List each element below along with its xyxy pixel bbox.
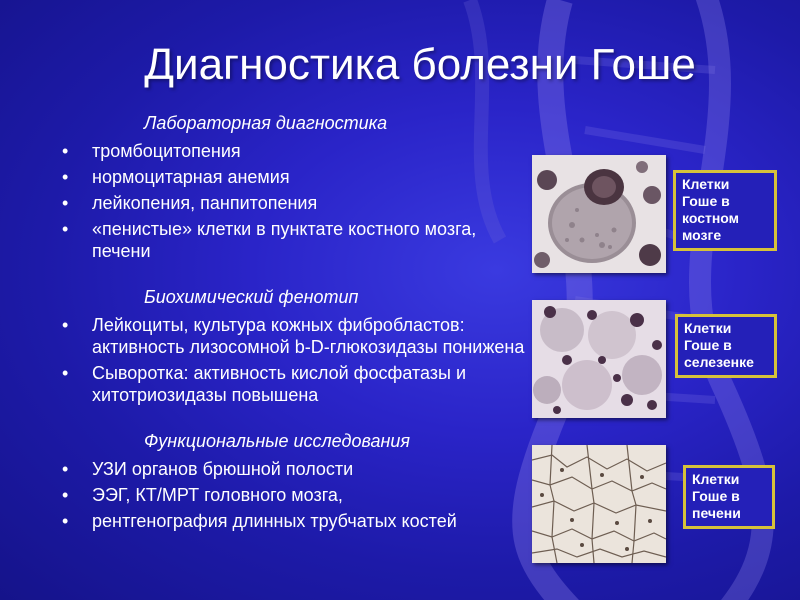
list-item: • Сыворотка: активность кислой фосфатазы и хитотриозидазы повышена — [56, 362, 526, 406]
biochem-list — [56, 314, 526, 406]
section-heading-lab: Лабораторная диагностика — [144, 113, 388, 133]
list-item: • лейкопения, панпитопения — [56, 192, 526, 214]
spleen-micrograph — [532, 300, 666, 418]
list-item: • Лейкоциты, культура кожных фибробластов: активность лизосомной b-D-глюкозидазы понижена — [56, 314, 526, 358]
list-item: • нормоцитарная анемия — [56, 166, 526, 188]
slide-title: Диагностика болезни Гоше — [144, 40, 696, 89]
label-spleen: Клетки Гоше в селезенке — [675, 314, 777, 378]
list-item: • тромбоцитопения — [56, 140, 526, 162]
bone-marrow-micrograph — [532, 155, 666, 273]
section-heading-biochem: Биохимический фенотип — [144, 287, 359, 307]
section-heading-functional: Функциональные исследования — [144, 431, 410, 451]
slide-content — [56, 112, 526, 536]
functional-list — [56, 458, 526, 532]
label-liver: Клетки Гоше в печени — [683, 465, 775, 529]
label-bone-marrow: Клетки Гоше в костном мозге — [673, 170, 777, 251]
lab-list — [56, 140, 526, 262]
list-item: • рентгенография длинных трубчатых костей — [56, 510, 526, 532]
list-item: • «пенистые» клетки в пунктате костного мозга, печени — [56, 218, 526, 262]
liver-micrograph — [532, 445, 666, 563]
list-item: • УЗИ органов брюшной полости — [56, 458, 526, 480]
list-item: • ЭЭГ, КТ/МРТ головного мозга, — [56, 484, 526, 506]
